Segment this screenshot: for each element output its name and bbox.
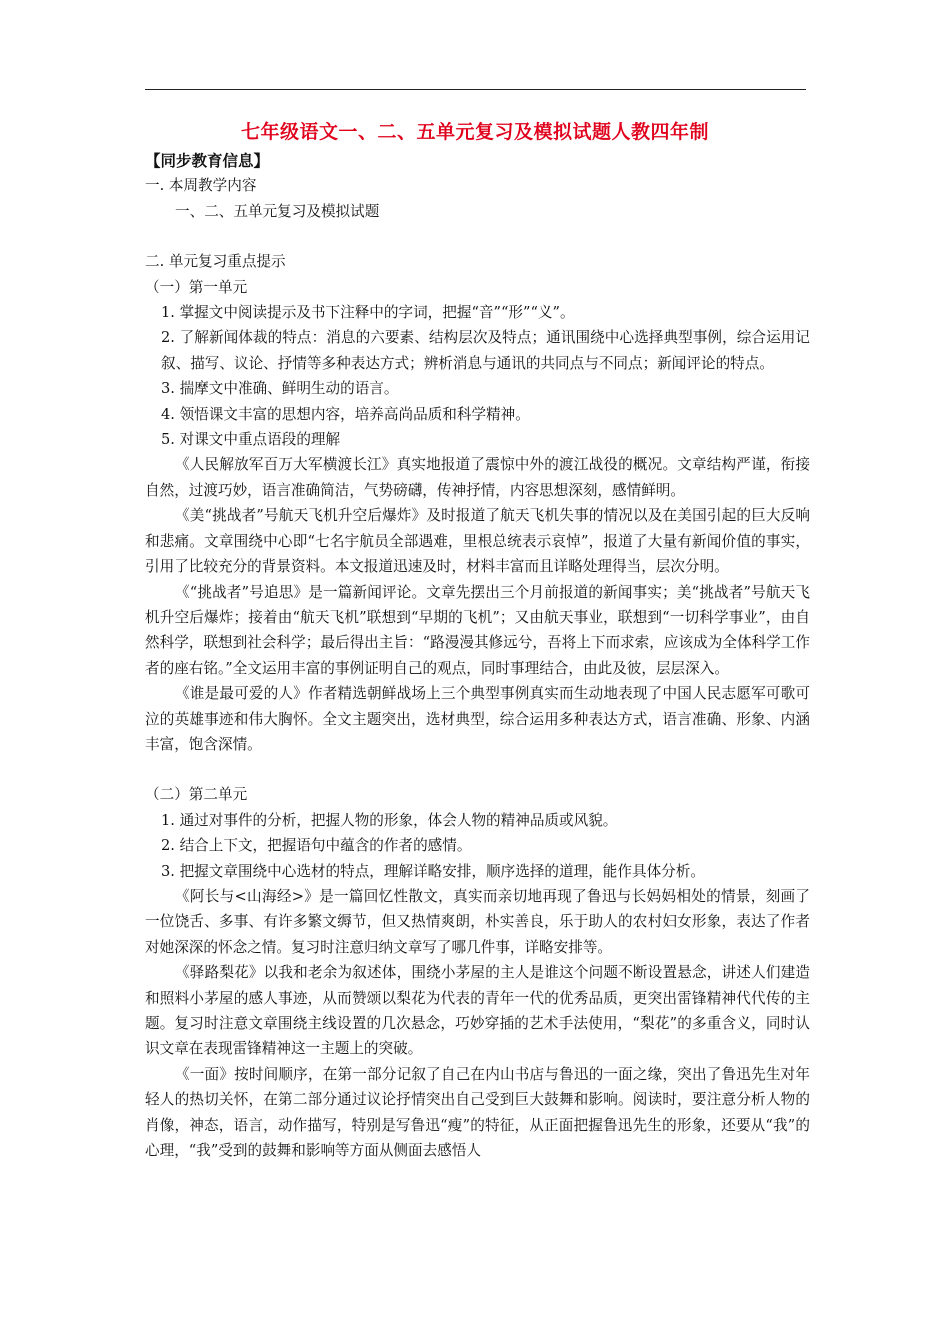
unit2-paragraph: 《一面》按时间顺序，在第一部分记叙了自己在内山书店与鲁迅的一面之缘，突出了鲁迅先生对年轻人的热切关怀，在第二部分通过议论抒情突出自己受到巨大鼓舞和影响。阅读时，要注意分析人物的肖像，神态，语言，动作描写，特别是写鲁迅“瘦”的特征，从正面把握鲁迅先生的形象，还要从“我”的心理，“我”受到的鼓舞和影响等方面从侧面去感悟人 [145, 1065, 810, 1160]
document-body [145, 148, 810, 1163]
document-title: 七年级语文一、二、五单元复习及模拟试题人教四年制 [240, 121, 709, 143]
unit1-item: 4. 领悟课文丰富的思想内容，培养高尚品质和科学精神。 [161, 405, 530, 423]
unit1-item: 2. 了解新闻体裁的特点：消息的六要素、结构层次及特点；通讯围绕中心选择典型事例，综合运用记叙、描写、议论、抒情等多种表达方式；辨析消息与通讯的共同点与不同点；新闻评论的特点。 [161, 329, 810, 372]
unit1-paragraph: 《美“挑战者”号航天飞机升空后爆炸》及时报道了航天飞机失事的情况以及在美国引起的巨大反响和悲痛。文章围绕中心即“七名宇航员全部遇难，里根总统表示哀悼”，报道了大量有新闻价值的事实，引用了比较充分的背景资料。本文报道迅速及时，材料丰富而且详略处理得当，层次分明。 [145, 507, 810, 576]
unit1-paragraph: 《人民解放军百万大军横渡长江》真实地报道了震惊中外的渡江战役的概况。文章结构严谨，衔接自然，过渡巧妙，语言准确简洁，气势磅礴，传神抒情，内容思想深刻，感情鲜明。 [145, 456, 810, 499]
unit2-label: （二）第二单元 [145, 786, 248, 804]
s2-label: 二. 单元复习重点提示 [145, 253, 286, 271]
unit2-item: 2. 结合上下文，把握语句中蕴含的作者的感情。 [161, 837, 472, 855]
s1-label: 一. 本周教学内容 [145, 177, 257, 195]
unit1-item: 3. 揣摩文中准确、鲜明生动的语言。 [161, 380, 399, 398]
unit2-item: 3. 把握文章围绕中心选材的特点，理解详略安排，顺序选择的道理，能作具体分析。 [161, 862, 705, 880]
unit2-paragraph: 《驿路梨花》以我和老余为叙述体，围绕小茅屋的主人是谁这个问题不断设置悬念，讲述人们建造和照料小茅屋的感人事迹，从而赞颂以梨花为代表的青年一代的优秀品质，更突出雷锋精神代代传的主题。复习时注意文章围绕主线设置的几次悬念，巧妙穿插的艺术手法使用，“梨花”的多重含义，同时认识文章在表现雷锋精神这一主题上的突破。 [145, 964, 810, 1058]
unit1-paragraph: 《“挑战者”号追思》是一篇新闻评论。文章先摆出三个月前报道的新闻事实；美“挑战者”号航天飞机升空后爆炸；接着由“航天飞机”联想到“早期的飞机”；又由航天事业，联想到“一切科学事业”，由自然科学，联想到社会科学；最后得出主旨：“路漫漫其修远兮，吾将上下而求索，应该成为全体科学工作者的座右铭。”全文运用丰富的事例证明自己的观点，同时事理结合，由此及彼，层层深入。 [145, 583, 810, 677]
header-rule [145, 89, 806, 90]
section-heading: 【同步教育信息】 [145, 151, 270, 170]
unit1-item: 1. 掌握文中阅读提示及书下注释中的字词，把握“音”“形”“义”。 [161, 304, 575, 322]
unit1-item: 5. 对课文中重点语段的理解 [161, 431, 341, 449]
unit1-paragraph: 《谁是最可爱的人》作者精选朝鲜战场上三个典型事例真实而生动地表现了中国人民志愿军可歌可泣的英雄事迹和伟大胸怀。全文主题突出，选材典型，综合运用多种表达方式，语言准确、形象、内涵丰富，饱含深情。 [145, 685, 810, 753]
s1-text: 一、二、五单元复习及模拟试题 [175, 202, 380, 220]
unit2-item: 1. 通过对事件的分析，把握人物的形象，体会人物的精神品质或风貌。 [161, 811, 618, 829]
unit2-paragraph: 《阿长与<山海经>》是一篇回忆性散文，真实而亲切地再现了鲁迅与长妈妈相处的情景，刻画了一位饶舌、多事、有许多繁文缛节，但又热情爽朗，朴实善良，乐于助人的农村妇女形象，表达了作者对她深深的怀念之情。复习时注意归纳文章写了哪几件事，详略安排等。 [145, 887, 810, 956]
unit1-label: （一）第一单元 [145, 278, 248, 296]
